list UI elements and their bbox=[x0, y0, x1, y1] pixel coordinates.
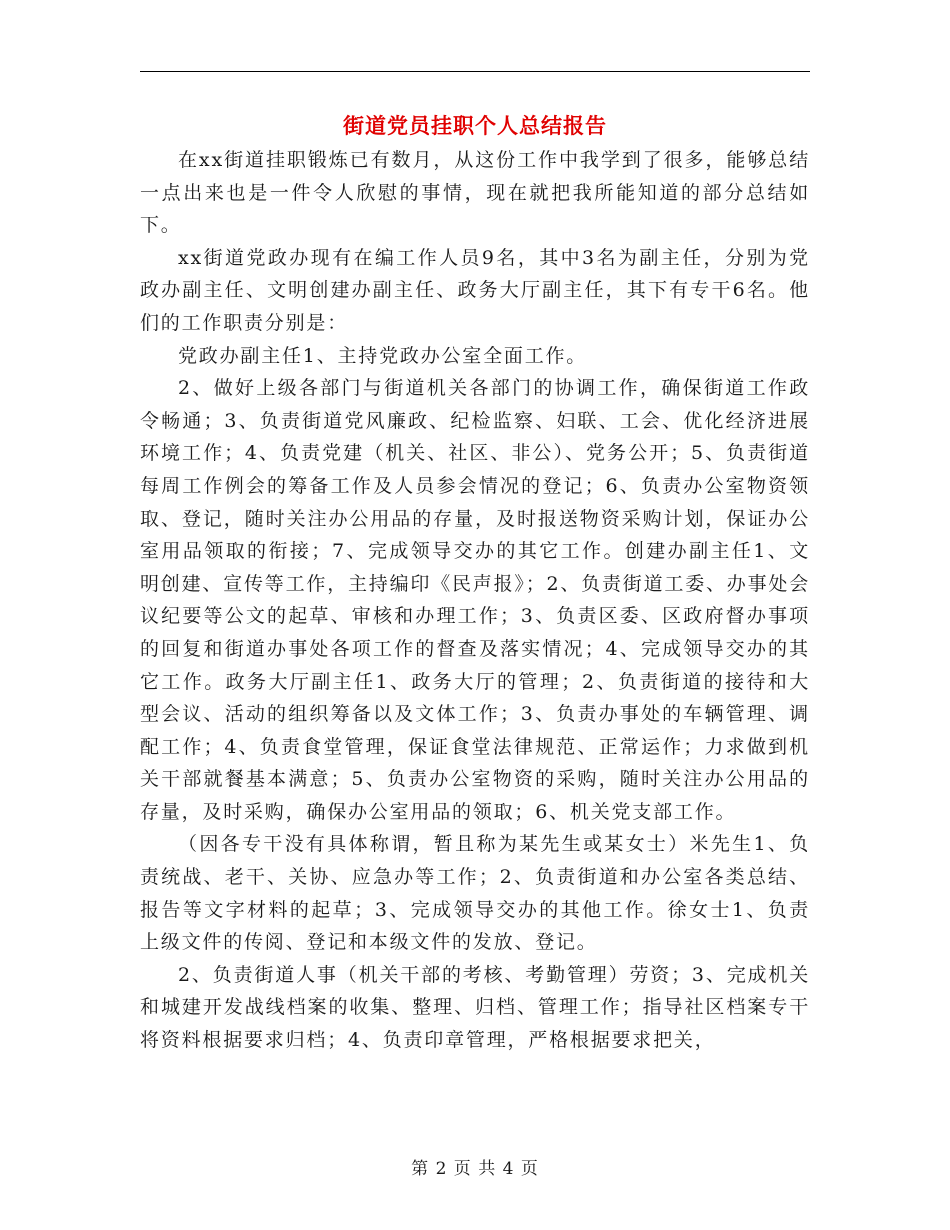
paragraph-intro: 在xx街道挂职锻炼已有数月，从这份工作中我学到了很多，能够总结一点出来也是一件令人欣慰的事情，现在就把我所能知道的部分总结如下。 bbox=[140, 149, 810, 237]
header-rule bbox=[140, 71, 810, 72]
paragraph-duties: 2、做好上级各部门与街道机关各部门的协调工作，确保街道工作政令畅通；3、负责街道党风廉政、纪检监察、妇联、工会、优化经济进展环境工作；4、负责党建（机关、社区、非公）、党务公开；5、负责街道每周工作例会的筹备工作及人员参会情况的登记；6、负责办公室物资领取、登记，随时关注办公用品的存量，及时报送物资采购计划，保证办公室用品领取的衔接；7、完成领导交办的其它工作。创建办副主任1、文明创建、宣传等工作，主持编印《民声报》；2、负责街道工委、办事处会议纪要等公文的起草、审核和办理工作；3、负责区委、区政府督办事项的回复和街道办事处各项工作的督查及落实情况；4、完成领导交办的其它工作。政务大厅副主任1、政务大厅的管理；2、负责街道的接待和大型会议、活动的组织筹备以及文体工作；3、负责办事处的车辆管理、调配工作；4、负责食堂管理，保证食堂法律规范、正常运作；力求做到机关干部就餐基本满意；5、负责办公室物资的采购，随时关注办公用品的存量，及时采购，确保办公室用品的领取；6、机关党支部工作。 bbox=[140, 377, 810, 823]
paragraph-staff-duties: （因各专干没有具体称谓，暂且称为某先生或某女士）米先生1、负责统战、老干、关协、应急办等工作；2、负责街道和办公室各类总结、报告等文字材料的起草；3、完成领导交办的其他工作。徐女士1、负责上级文件的传阅、登记和本级文件的发放、登记。 bbox=[140, 833, 810, 954]
paragraph-personnel: 2、负责街道人事（机关干部的考核、考勤管理）劳资；3、完成机关和城建开发战线档案的收集、整理、归档、管理工作；指导社区档案专干将资料根据要求归档；4、负责印章管理，严格根据要求把关， bbox=[140, 963, 810, 1052]
paragraph-staffing: xx街道党政办现有在编工作人员9名，其中3名为副主任，分别为党政办副主任、文明创建办副主任、政务大厅副主任，其下有专干6名。他们的工作职责分别是： bbox=[140, 246, 810, 334]
page-footer: 第 2 页 共 4 页 bbox=[411, 1159, 539, 1179]
document-title: 街道党员挂职个人总结报告 bbox=[343, 113, 607, 138]
page-body bbox=[140, 108, 810, 1057]
paragraph-office-director: 党政办副主任1、主持党政办公室全面工作。 bbox=[178, 344, 588, 367]
